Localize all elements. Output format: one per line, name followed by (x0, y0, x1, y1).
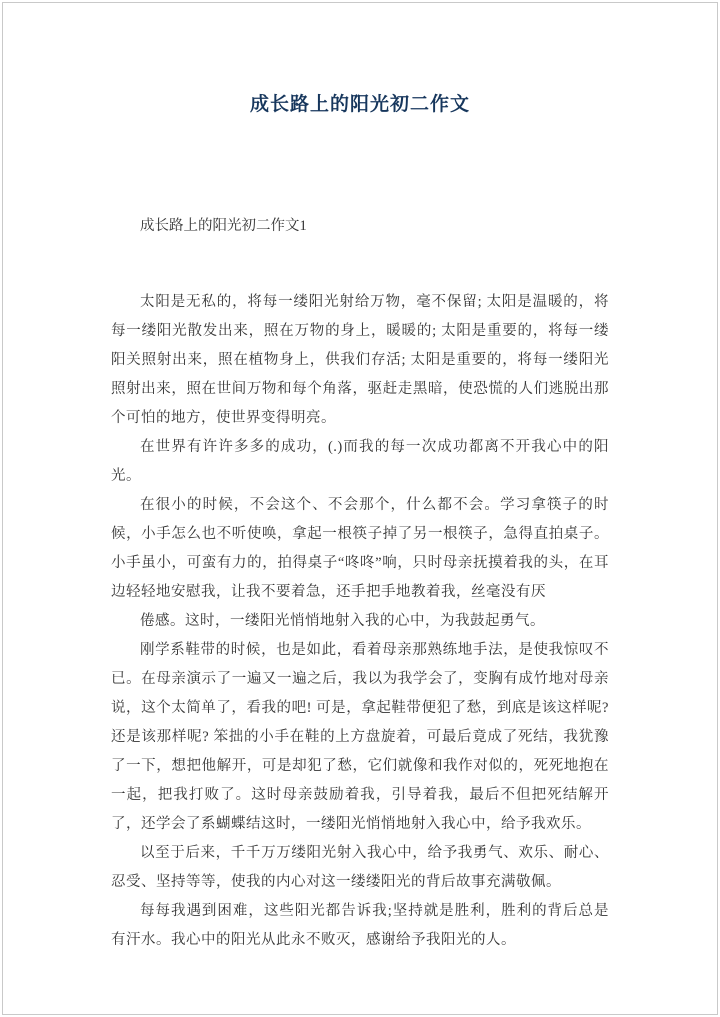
document-subtitle: 成长路上的阳光初二作文1 (140, 218, 307, 234)
document-page (2, 2, 718, 1015)
paragraph: 以至于后来，千千万万缕阳光射入我心中，给予我勇气、欢乐、耐心、忍受、坚持等等，使我的内心对这一缕缕阳光的背后故事充满敬佩。 (111, 845, 609, 890)
paragraph: 在世界有许许多多的成功，(.)而我的每一次成功都离不开我心中的阳光。 (111, 439, 609, 484)
document-content (3, 3, 717, 955)
essay-body (111, 288, 609, 955)
document-title: 成长路上的阳光初二作文 (249, 94, 470, 115)
paragraph: 倦感。这时，一缕阳光悄悄地射入我的心中，为我鼓起勇气。 (140, 613, 545, 629)
paragraph: 刚学系鞋带的时候，也是如此，看着母亲那熟练地手法，是使我惊叹不已。在母亲演示了一遍又一遍之后，我以为我学会了，变胸有成竹地对母亲说，这个太简单了，看我的吧! 可是，拿起鞋带便犯了愁，到底是该这样呢? 还是该那样呢? 笨拙的小手在鞋的上方盘旋着，可最后竟成了死结，我犹豫了一下，想把他解开，可是却犯了愁，它们就像和我作对似的，死死地抱在一起，把我打败了。这时母亲鼓励着我，引导着我，最后不但把死结解开了，还学会了系蝴蝶结这时，一缕阳光悄悄地射入我心中，给予我欢乐。 (111, 642, 609, 832)
paragraph: 每每我遇到困难，这些阳光都告诉我;坚持就是胜利，胜利的背后总是有汗水。我心中的阳光从此永不败灭，感谢给予我阳光的人。 (111, 903, 609, 948)
paragraph: 太阳是无私的，将每一缕阳光射给万物，毫不保留; 太阳是温暖的，将每一缕阳光散发出来，照在万物的身上，暖暖的; 太阳是重要的，将每一缕阳关照射出来，照在植物身上，供我们存活; 太阳是重要的，将每一缕阳光照射出来，照在世间万物和每个角落，驱赶走黑暗，使恐慌的人们逃脱出那个可怕的地方，使世界变得明亮。 (111, 294, 609, 426)
paragraph: 在很小的时候，不会这个、不会那个，什么都不会。学习拿筷子的时候，小手怎么也不听使唤，拿起一根筷子掉了另一根筷子，急得直拍桌子。小手虽小，可蛮有力的，拍得桌子“咚咚”响，只时母亲抚摸着我的头，在耳边轻轻地安慰我，让我不要着急，还手把手地教着我，丝毫没有厌 (111, 497, 609, 600)
